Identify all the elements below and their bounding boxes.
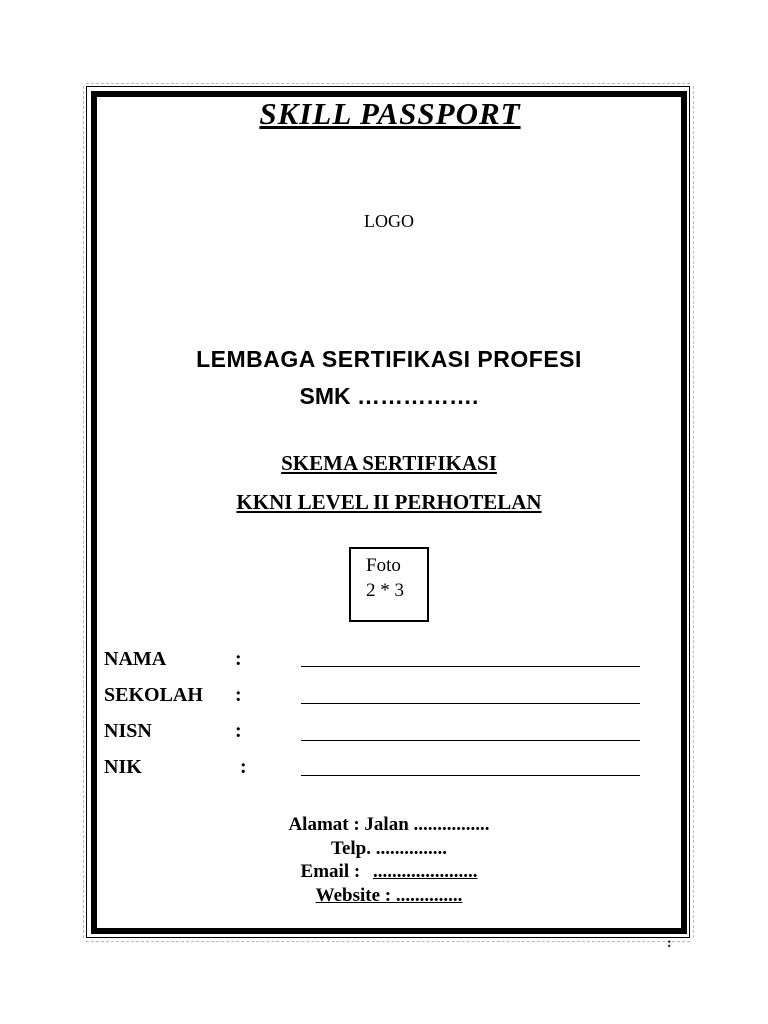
field-label-nisn: NISN: [104, 720, 152, 742]
field-blank-nisn[interactable]: [301, 740, 640, 741]
address-line: Alamat : Jalan ................: [288, 814, 490, 835]
email-value: ......................: [372, 861, 478, 882]
logo-placeholder: LOGO: [364, 211, 414, 231]
scheme-heading: SKEMA SERTIFIKASI: [281, 451, 497, 475]
dashed-guide-bottom: [86, 941, 690, 942]
field-blank-nama[interactable]: [301, 666, 640, 667]
website-line: Website : ..............: [315, 885, 463, 906]
field-colon: :: [235, 684, 242, 706]
phone-line: Telp. ...............: [331, 838, 447, 859]
field-colon: :: [240, 756, 247, 778]
field-label-nik: NIK: [104, 756, 142, 778]
field-blank-nik[interactable]: [301, 775, 640, 776]
field-label-sekolah: SEKOLAH: [104, 684, 203, 706]
institution-school: SMK …………….: [299, 383, 479, 409]
dashed-guide-top: [86, 83, 690, 84]
field-label-nama: NAMA: [104, 648, 167, 670]
field-colon: :: [235, 720, 242, 742]
institution-name: LEMBAGA SERTIFIKASI PROFESI: [196, 346, 582, 372]
email-label: Email :: [300, 861, 361, 882]
page-mark: :: [667, 936, 672, 951]
email-line: [0, 861, 768, 883]
photo-label: Foto: [366, 555, 401, 576]
field-colon: :: [235, 648, 242, 670]
scheme-level: KKNI LEVEL II PERHOTELAN: [236, 490, 542, 514]
field-blank-sekolah[interactable]: [301, 703, 640, 704]
photo-size: 2 * 3: [366, 580, 404, 601]
document-title: SKILL PASSPORT: [259, 96, 521, 131]
